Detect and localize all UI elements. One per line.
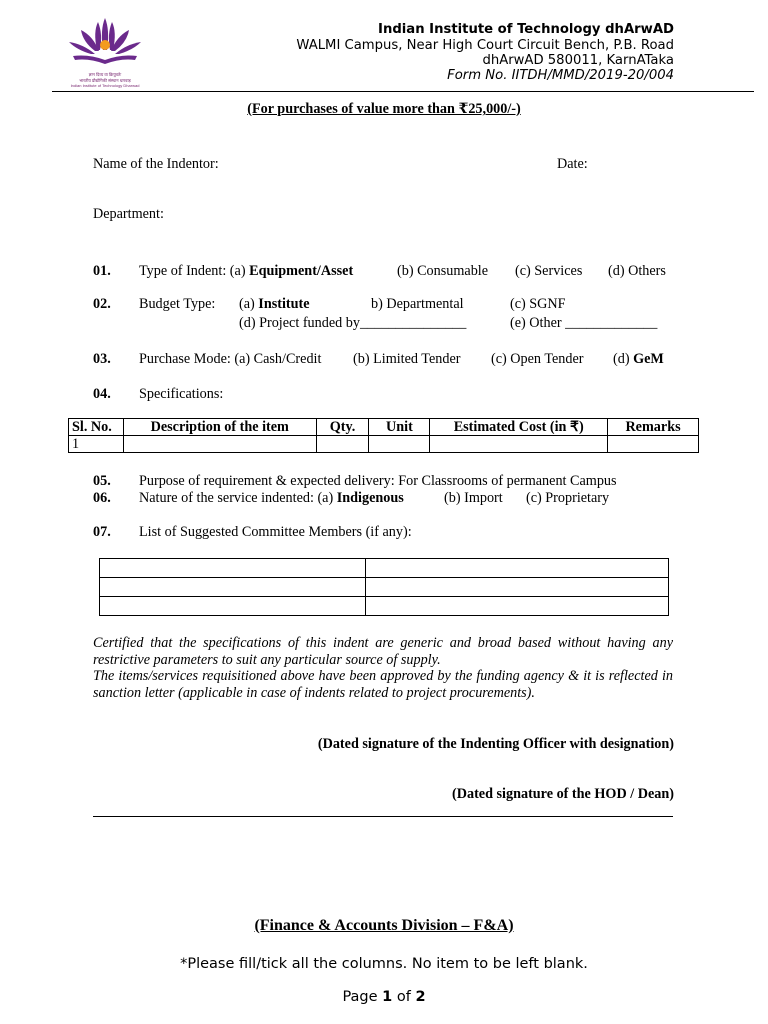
- purchase-mode-gem: [613, 351, 664, 368]
- institute-name: Indian Institute of Technology dhArwAD: [378, 22, 674, 37]
- item-05-number: 05.: [93, 473, 111, 489]
- logo-motto: ज्ञान दिव्य वा क्रियुवतेः: [88, 72, 122, 77]
- indent-type-option-a: [139, 263, 353, 280]
- item-02-number: 02.: [93, 296, 111, 312]
- page-number-prefix: Page: [342, 989, 383, 1005]
- page-number: [0, 989, 768, 1005]
- item-03-number: 03.: [93, 351, 111, 367]
- purchase-mode-cash: Purchase Mode: (a) Cash/Credit: [139, 351, 322, 367]
- item-01-number: 01.: [93, 263, 111, 279]
- budget-type-sgnf: (c) SGNF: [510, 296, 566, 312]
- page-total: 2: [415, 989, 426, 1005]
- budget-type-institute: [239, 296, 310, 313]
- budget-option-a-value: Institute: [258, 296, 310, 312]
- purchase-mode-d-value: GeM: [633, 351, 664, 367]
- table-row: [100, 559, 669, 578]
- header-divider: [52, 91, 754, 92]
- lotus-book-emblem-icon: [55, 14, 155, 74]
- page-current: 1: [382, 989, 393, 1005]
- col-header-unit: Unit: [369, 419, 430, 436]
- table-row: [69, 436, 699, 453]
- item-04-number: 04.: [93, 386, 111, 402]
- cell-unit[interactable]: [369, 436, 430, 453]
- logo-caption-english: Indian Institute of Technology Dharwad: [70, 83, 140, 88]
- indent-type-services: (c) Services: [515, 263, 583, 279]
- item-07-number: 07.: [93, 524, 111, 540]
- indentor-name-label: Name of the Indentor:: [93, 156, 219, 172]
- budget-option-a-prefix: (a): [239, 296, 259, 312]
- cell-qty[interactable]: [316, 436, 369, 453]
- purchase-mode-limited-tender: (b) Limited Tender: [353, 351, 461, 367]
- col-header-remarks: Remarks: [608, 419, 699, 436]
- committee-members-label: List of Suggested Committee Members (if any):: [139, 524, 412, 540]
- budget-type-other: (e) Other _____________: [510, 315, 658, 331]
- budget-type-departmental: b) Departmental: [371, 296, 464, 312]
- committee-cell[interactable]: [365, 597, 668, 616]
- budget-type-project: (d) Project funded by_______________: [239, 315, 467, 331]
- nature-of-service-proprietary: (c) Proprietary: [526, 490, 610, 506]
- specifications-table: [68, 418, 699, 453]
- committee-cell[interactable]: [365, 559, 668, 578]
- nature-of-service-indigenous: [139, 490, 404, 507]
- col-header-estimated-cost: Estimated Cost (in ₹): [430, 419, 608, 436]
- purchase-mode-d-prefix: (d): [613, 351, 634, 367]
- col-header-description: Description of the item: [123, 419, 316, 436]
- committee-cell[interactable]: [100, 559, 366, 578]
- indent-type-equipment: Equipment/Asset: [249, 263, 354, 279]
- nature-of-service-label: Nature of the service indented: (a): [139, 490, 337, 506]
- date-label: Date:: [557, 156, 588, 172]
- cell-estimated-cost[interactable]: [430, 436, 608, 453]
- spec-table-header-row: [69, 419, 699, 436]
- form-subtitle: (For purchases of value more than ₹25,000/-): [247, 101, 521, 117]
- nature-of-service-indigenous-value: Indigenous: [336, 490, 404, 506]
- institute-address-line2: dhArwAD 580011, KarnATaka: [482, 53, 674, 68]
- institute-logo: [55, 14, 155, 88]
- cell-sl-no[interactable]: 1: [69, 436, 124, 453]
- committee-members-table: [99, 558, 669, 616]
- cell-remarks[interactable]: [608, 436, 699, 453]
- budget-type-label: Budget Type:: [139, 296, 216, 312]
- col-header-qty: Qty.: [316, 419, 369, 436]
- purpose-of-requirement: Purpose of requirement & expected delivery: For Classrooms of permanent Campus: [139, 473, 617, 489]
- signature-divider: [93, 816, 673, 817]
- committee-cell[interactable]: [365, 578, 668, 597]
- department-label: Department:: [93, 206, 164, 222]
- page-number-separator: of: [392, 989, 416, 1005]
- logo-caption-hindi: भारतीय प्रौद्योगिकी संस्थान धारवाड़: [79, 78, 131, 83]
- fill-all-columns-note: *Please fill/tick all the columns. No item to be left blank.: [180, 956, 588, 972]
- hod-dean-signature-label: (Dated signature of the HOD / Dean): [452, 786, 674, 802]
- col-header-sl-no: Sl. No.: [69, 419, 124, 436]
- certification-paragraph-1: Certified that the specifications of this indent are generic and broad based without having any restrictive parameters to suit any particular source of supply.: [93, 635, 673, 668]
- committee-cell[interactable]: [100, 597, 366, 616]
- nature-of-service-import: (b) Import: [444, 490, 503, 506]
- institute-address-line1: WALMI Campus, Near High Court Circuit Bench, P.B. Road: [296, 38, 674, 53]
- indent-type-consumable: (b) Consumable: [397, 263, 489, 279]
- finance-division-title: (Finance & Accounts Division – F&A): [254, 917, 514, 934]
- indent-type-others: (d) Others: [608, 263, 666, 279]
- item-06-number: 06.: [93, 490, 111, 506]
- specifications-label: Specifications:: [139, 386, 224, 402]
- certification-paragraph-2: The items/services requisitioned above have been approved by the funding agency & it is reflected in sanction letter (applicable in case of indents related to project procurements).: [93, 668, 673, 701]
- committee-cell[interactable]: [100, 578, 366, 597]
- form-number: Form No. IITDH/MMD/2019-20/004: [447, 68, 674, 83]
- indent-type-label: Type of Indent: (a): [139, 263, 250, 279]
- purchase-mode-open-tender: (c) Open Tender: [491, 351, 584, 367]
- table-row: [100, 597, 669, 616]
- cell-description[interactable]: [123, 436, 316, 453]
- table-row: [100, 578, 669, 597]
- indenting-officer-signature-label: (Dated signature of the Indenting Officer with designation): [317, 736, 674, 752]
